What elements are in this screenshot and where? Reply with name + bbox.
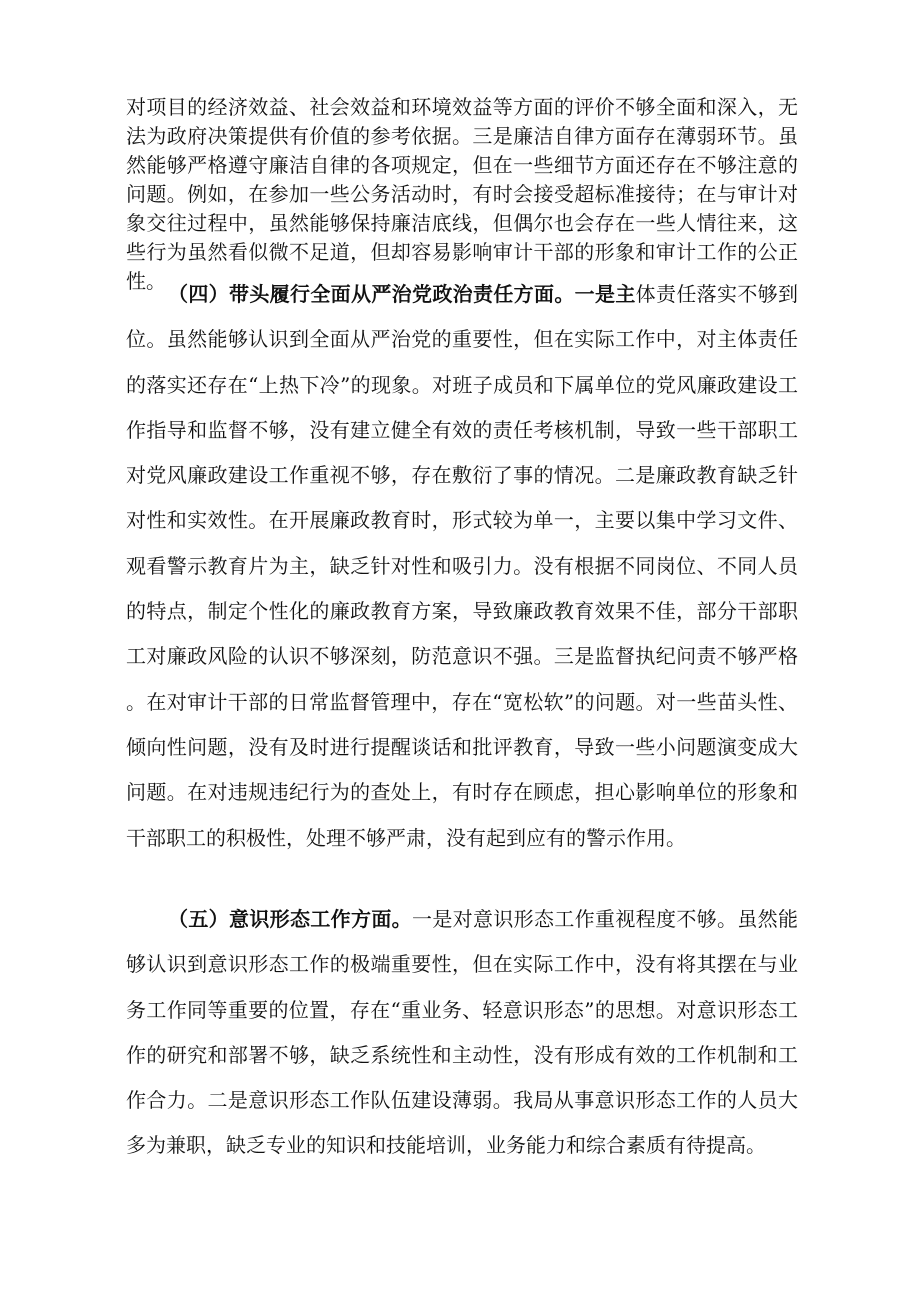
paragraph-section-five bbox=[126, 897, 798, 1169]
section-heading: （四）带头履行全面从严治党政治责任方面。 bbox=[168, 282, 575, 306]
paragraph-body: 一是对意识形态工作重视程度不够。虽然能够认识到意识形态工作的极端重要性，但在实际工作中，没有将其摆在与业务工作同等重要的位置，存在“重业务、轻意识形态”的思想。对意识形态工作的研究和部署不够，缺乏系统性和主动性，没有形成有效的工作机制和工作合力。二是意识形态工作队伍建设薄弱。我局从事意识形态工作的人员大多为兼职，缺乏专业的知识和技能培训，业务能力和综合素质有待提高。 bbox=[126, 907, 798, 1158]
paragraph-body: 体责任落实不够到位。虽然能够认识到全面从严治党的重要性，但在实际工作中，对主体责任的落实还存在“上热下冷”的现象。对班子成员和下属单位的党风廉政建设工作指导和监督不够，没有建立健全有效的责任考核机制，导致一些干部职工对党风廉政建设工作重视不够，存在敷衍了事的情况。二是廉政教育缺乏针对性和实效性。在开展廉政教育时，形式较为单一，主要以集中学习文件、观看警示教育片为主，缺乏针对性和吸引力。没有根据不同岗位、不同人员的特点，制定个性化的廉政教育方案，导致廉政教育效果不佳，部分干部职工对廉政风险的认识不够深刻，防范意识不强。三是监督执纪问责不够严格。在对审计干部的日常监督管理中，存在“宽松软”的问题。对一些苗头性、倾向性问题，没有及时进行提醒谈话和批评教育，导致一些小问题演变成大问题。在对违规违纪行为的查处上，有时存在顾虑，担心影响单位的形象和干部职工的积极性，处理不够严肃，没有起到应有的警示作用。 bbox=[126, 282, 799, 850]
paragraph-continuation bbox=[126, 93, 798, 296]
section-heading: （五）意识形态工作方面。 bbox=[168, 907, 412, 931]
paragraph-section-four bbox=[126, 272, 798, 861]
paragraph-lead: 一是主 bbox=[574, 282, 636, 306]
paragraph-body: 对项目的经济效益、社会效益和环境效益等方面的评价不够全面和深入，无法为政府决策提供有价值的参考依据。三是廉洁自律方面存在薄弱环节。虽然能够严格遵守廉洁自律的各项规定，但在一些细节方面还存在不够注意的问题。例如，在参加一些公务活动时，有时会接受超标准接待；在与审计对象交往过程中，虽然能够保持廉洁底线，但偶尔也会存在一些人情往来，这些行为虽然看似微不足道，但却容易影响审计干部的形象和审计工作的公正性。 bbox=[126, 95, 798, 293]
